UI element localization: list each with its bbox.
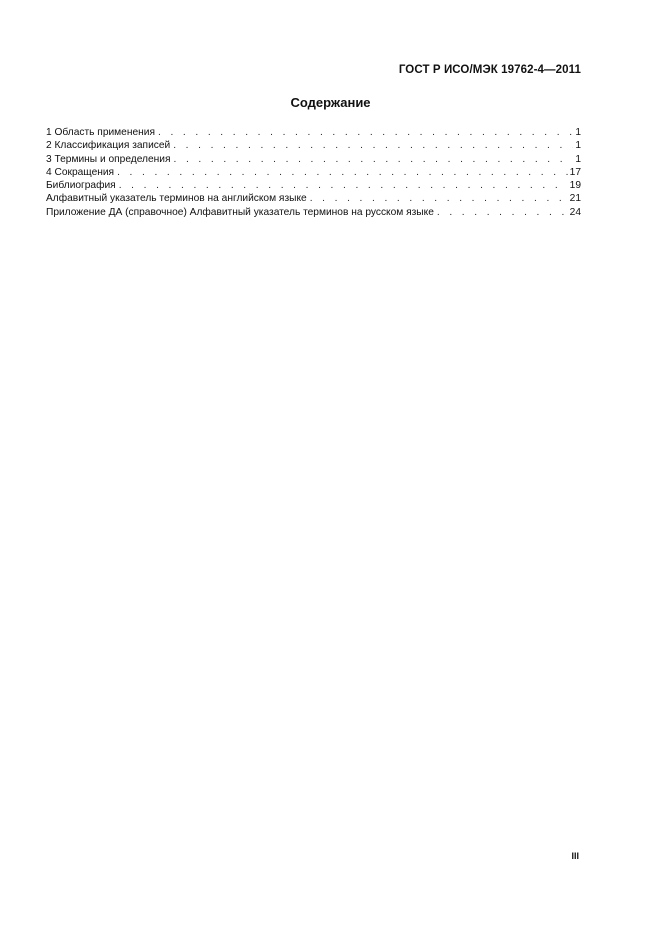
toc-entry-label: Приложение ДА (справочное) Алфавитный указатель терминов на русском языке: [46, 206, 434, 218]
toc-entry-page: 1: [575, 153, 581, 165]
toc-dot-leader: [173, 153, 573, 166]
page-number: III: [571, 851, 579, 861]
toc-dot-leader: [173, 139, 573, 152]
table-of-contents: [46, 126, 581, 219]
toc-dot-leader: [437, 206, 568, 219]
toc-title: Содержание: [290, 95, 371, 110]
toc-entry-label: 4 Сокращения: [46, 166, 115, 178]
toc-entry-label: 3 Термины и определения: [46, 153, 171, 165]
toc-entry-page: 1: [575, 127, 581, 138]
toc-dot-leader: [117, 166, 568, 179]
toc-entry-page: 1: [575, 140, 581, 152]
document-code: ГОСТ Р ИСО/МЭК 19762-4—2011: [398, 64, 581, 76]
toc-dot-leader: [158, 126, 573, 139]
toc-entry[interactable]: [46, 126, 581, 139]
toc-entry-label: Алфавитный указатель терминов на английском языке: [46, 193, 307, 205]
toc-dot-leader: [310, 192, 568, 205]
toc-entry-page: 21: [569, 193, 581, 205]
toc-entry-page: 19: [569, 180, 581, 192]
toc-entry[interactable]: [46, 206, 581, 219]
toc-dot-leader: [119, 179, 568, 192]
toc-entry-label: 1 Область применения: [46, 127, 155, 138]
toc-entry[interactable]: [46, 166, 581, 179]
toc-entry-label: Библиография: [46, 180, 116, 192]
toc-entry-page: 17: [569, 166, 581, 178]
toc-entry[interactable]: [46, 192, 581, 205]
toc-entry[interactable]: [46, 179, 581, 192]
toc-entry[interactable]: [46, 139, 581, 152]
toc-entry-label: 2 Классификация записей: [46, 140, 171, 152]
toc-entry[interactable]: [46, 153, 581, 166]
toc-entry-page: 24: [569, 206, 581, 218]
